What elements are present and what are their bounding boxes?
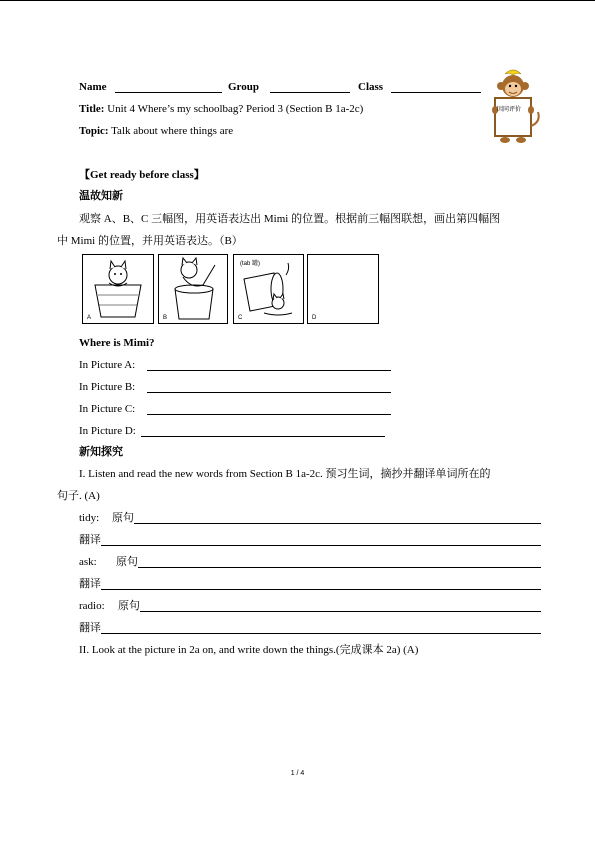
group-field[interactable]: [270, 92, 350, 93]
subheading-explore: 新知探究: [79, 446, 123, 458]
ask-sentence-field[interactable]: [138, 567, 541, 568]
picture-b-answer-field[interactable]: [147, 392, 391, 393]
picture-c: [233, 254, 304, 324]
radio-translate-field[interactable]: [101, 633, 541, 634]
ask-translate-label: 翻译: [79, 578, 101, 590]
tidy-translate-field[interactable]: [101, 545, 541, 546]
question-2: II. Look at the picture in 2a on, and write down the things.(完成课本 2a) (A): [79, 644, 419, 656]
instruction-line-2: 中 Mimi 的位置，并用英语表达。（B）: [57, 235, 243, 247]
picture-b-answer-label: In Picture B:: [79, 381, 136, 393]
word-radio: radio:: [79, 600, 105, 612]
group-label: Group: [228, 81, 259, 93]
picture-d-answer-label: In Picture D:: [79, 425, 136, 437]
picture-a-label: A: [87, 315, 92, 321]
cat-on-basket-drawing: [159, 255, 227, 323]
name-field[interactable]: [115, 92, 222, 93]
class-label: Class: [358, 81, 384, 93]
picture-a-answer-field[interactable]: [147, 370, 391, 371]
picture-c-answer-field[interactable]: [147, 414, 391, 415]
topic-line: [79, 125, 233, 138]
where-is-mimi-heading: Where is Mimi?: [79, 337, 155, 349]
ask-sentence-label: 原句: [116, 556, 138, 568]
radio-sentence-field[interactable]: [140, 611, 541, 612]
word-ask: ask:: [79, 556, 97, 568]
picture-a-answer-label: In Picture A:: [79, 359, 136, 371]
page-number: 1 / 4: [290, 770, 305, 777]
radio-translate-label: 翻译: [79, 622, 101, 634]
tidy-sentence-label: 原句: [112, 512, 134, 524]
name-label: Name: [79, 81, 107, 93]
section-heading-get-ready: 【Get ready before class】: [79, 169, 205, 181]
picture-b-label: B: [163, 315, 168, 321]
tidy-sentence-field[interactable]: [134, 523, 541, 524]
topic-label: Topic:: [79, 125, 109, 137]
picture-b: [158, 254, 228, 324]
cat-in-basket-drawing: [83, 255, 153, 323]
subheading-review: 温故知新: [79, 190, 123, 202]
picture-d-label: D: [312, 315, 317, 321]
picture-a: [82, 254, 154, 324]
question-1-line-2: 句子. (A): [57, 490, 100, 502]
title-line: [79, 103, 363, 116]
picture-c-answer-label: In Picture C:: [79, 403, 136, 415]
picture-d-answer-field[interactable]: [141, 436, 385, 437]
tidy-translate-label: 翻译: [79, 534, 101, 546]
topic-text: Talk about where things are: [111, 125, 234, 137]
badge-text: 因同评价: [497, 106, 522, 113]
radio-sentence-label: 原句: [118, 600, 140, 612]
title-label: Title:: [79, 103, 105, 115]
instruction-line-1: 观察 A、B、C 三幅图，用英语表达出 Mimi 的位置。根据前三幅图联想，画出第四幅图: [79, 213, 501, 225]
picture-c-label: C: [238, 315, 243, 321]
question-1-line-1: I. Listen and read the new words from Section B 1a-2c. 预习生词，摘抄并翻译单词所在的: [79, 468, 491, 480]
picture-d-drawing-area[interactable]: [307, 254, 379, 324]
ask-translate-field[interactable]: [101, 589, 541, 590]
picture-c-caption: (tab 罐): [240, 261, 261, 267]
title-text: Unit 4 Where’s my schoolbag? Period 3 (Section B 1a-2c): [107, 103, 364, 115]
top-rule: [0, 0, 595, 1]
class-field[interactable]: [391, 92, 481, 93]
word-tidy: tidy:: [79, 512, 100, 524]
